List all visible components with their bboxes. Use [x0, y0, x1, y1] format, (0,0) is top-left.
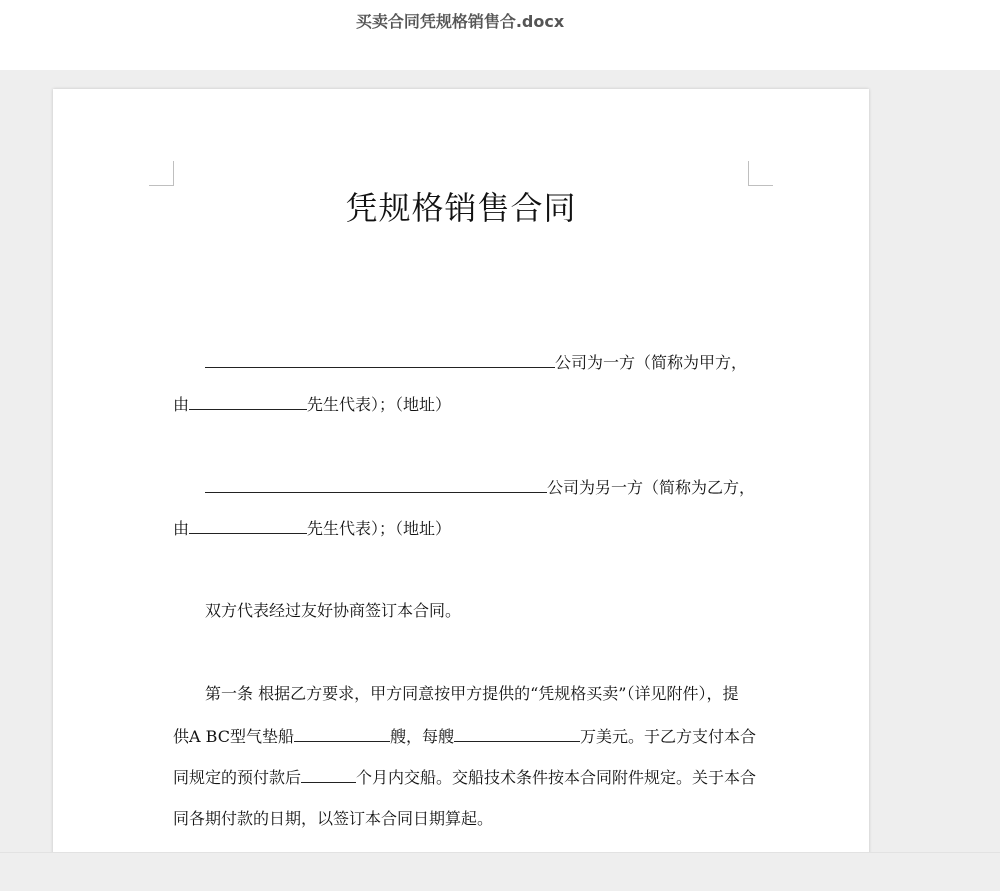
document-filename: 买卖合同凭规格销售合.docx [355, 12, 565, 31]
party-a-company-blank[interactable] [205, 352, 555, 368]
party-b-line-1: 公司为另一方（简称为乙方， [205, 477, 755, 498]
party-b-line-2: 由 先生代表）；（地址） [173, 519, 452, 538]
top-bar [0, 0, 1000, 70]
party-a-line-2: 由 先生代表）；（地址） [173, 395, 452, 414]
party-a-representative-blank[interactable] [189, 394, 307, 410]
party-b-company-blank[interactable] [205, 477, 547, 493]
document-page[interactable] [53, 89, 869, 869]
document-title: 凭规格销售合同 [345, 189, 577, 227]
article-1-line-4: 同各期付款的日期，以签订本合同日期算起。 [173, 809, 494, 828]
ship-count-blank[interactable] [294, 726, 390, 742]
bottom-bar [0, 852, 1000, 891]
price-blank[interactable] [454, 726, 580, 742]
intro-paragraph: 双方代表经过友好协商签订本合同。 [205, 601, 462, 620]
article-1-line-2: 供A BC型气垫船 艘，每艘 万美元。于乙方支付本合 [173, 727, 756, 746]
article-1-line-3: 同规定的预付款后 个月内交船。交船技术条件按本合同附件规定。关于本合 [173, 768, 757, 787]
party-a-line-1: 公司为一方（简称为甲方， [205, 352, 747, 373]
party-b-representative-blank[interactable] [189, 518, 307, 534]
article-1-line-1: 第一条 根据乙方要求，甲方同意按甲方提供的“凭规格买卖”（详见附件），提 [205, 684, 739, 703]
delivery-months-blank[interactable] [301, 767, 356, 783]
